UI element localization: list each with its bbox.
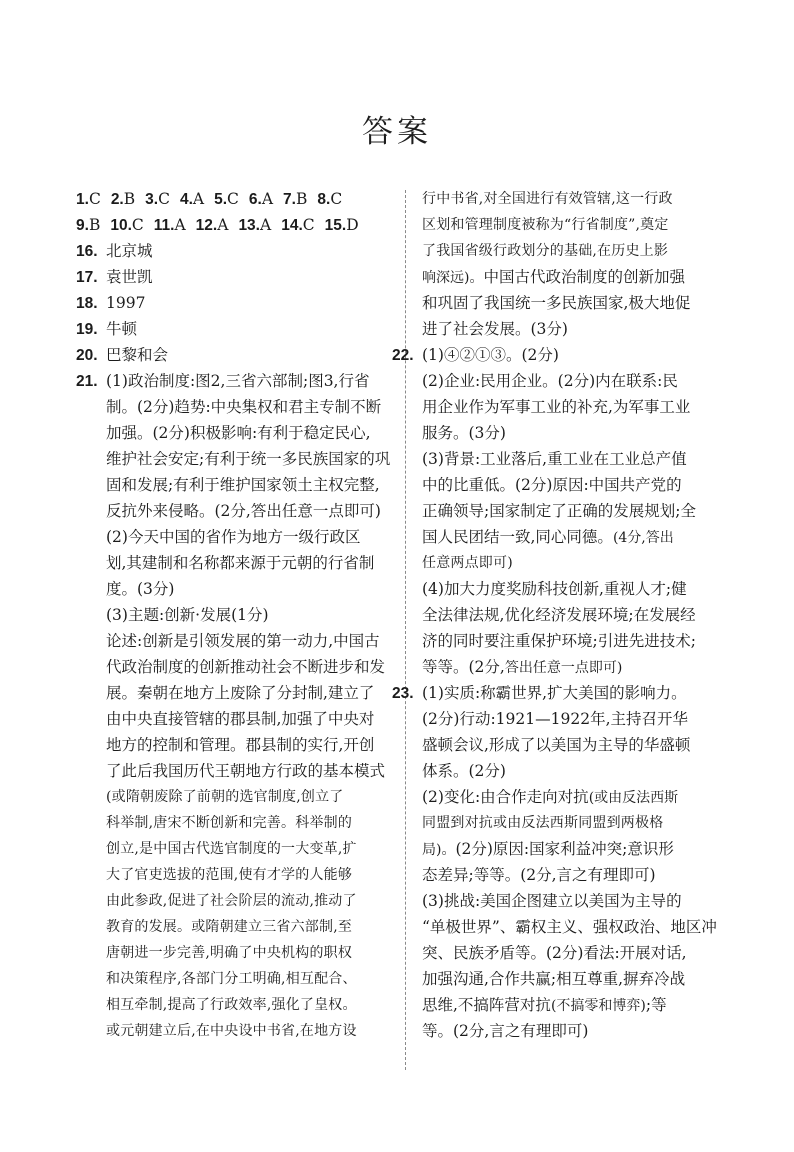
mc-question-number: 5.: [214, 191, 228, 208]
mc-answer-letter: C: [131, 216, 144, 234]
mc-answer: [76, 186, 101, 213]
mc-answer: [110, 212, 143, 239]
mc-answer: [214, 186, 239, 213]
q21-number: 21.: [76, 373, 98, 390]
q21-line: 由此参政,促进了社会阶层的流动,推动了: [106, 893, 357, 909]
mc-answer: [196, 212, 229, 239]
mc-question-number: 8.: [317, 191, 331, 208]
answer-text: 1997: [106, 294, 146, 312]
q21-line: 代政治制度的创新推动社会不断进步和发: [106, 658, 386, 676]
q22-line: 济的同时要注重保护环境;引进先进技术;: [422, 632, 696, 650]
q23-line: 突、民族矛盾等。(2分)看法:开展对话,: [422, 944, 687, 962]
mc-question-number: 2.: [110, 191, 124, 208]
q23-first-line: 23. (1)实质:称霸世界,扩大美国的影响力。: [392, 680, 732, 706]
q21-tail-line: 和巩固了我国统一多民族国家,极大地促: [422, 294, 691, 312]
q23-line: 同盟到对抗或由反法西斯同盟到两极格: [422, 815, 664, 831]
q21-line: 大了官吏选拔的范围,使有才学的人能够: [106, 867, 353, 883]
mc-answer-letter: A: [174, 216, 186, 234]
q22-line: 正确领导;国家制定了正确的发展规划;全: [422, 502, 696, 520]
left-column: [76, 186, 394, 1044]
mc-question-number: 12.: [195, 217, 218, 234]
mc-answer: [238, 212, 271, 239]
question-number: 16.: [76, 243, 98, 260]
q22-line: 等等。(2分,答出任意一点即可): [422, 658, 623, 676]
mc-answer: [111, 186, 135, 213]
q23-line: 盛顿会议,形成了以美国为主导的华盛顿: [422, 736, 691, 754]
q21-tail-line: 响深远)。中国古代政治制度的创新加强: [422, 268, 685, 286]
mc-question-number: 6.: [248, 191, 262, 208]
q21-line: 划,其建制和名称都来源于元朝的行省制: [106, 554, 375, 572]
q21-line: 论述:创新是引领发展的第一动力,中国古: [106, 632, 380, 650]
mc-answer-letter: B: [123, 190, 136, 208]
right-column: [392, 186, 732, 1044]
mc-answers-row-2: [76, 212, 394, 238]
fill-answer: [76, 264, 394, 290]
q23-line: 局)。(2分)原因:国家利益冲突;意识形: [422, 840, 674, 858]
q22-line: 国人民团结一致,同心同德。(4分,答出: [422, 528, 674, 546]
mc-answer-letter: C: [330, 190, 343, 208]
fill-answer: [76, 290, 394, 316]
mc-answer: [154, 212, 186, 239]
q21-line: 由中央直接管辖的郡县制,加强了中央对: [106, 710, 375, 728]
mc-answer: [283, 186, 307, 213]
q23-number: 23.: [392, 685, 414, 702]
question-number: 17.: [76, 269, 98, 286]
question-number: 19.: [76, 321, 98, 338]
q22-line: 中的比重低。(2分)原因:中国共产党的: [422, 476, 682, 494]
q22-line: 用企业作为军事工业的补充,为军事工业: [422, 398, 691, 416]
mc-question-number: 13.: [238, 217, 260, 234]
q22-number: 22.: [392, 347, 414, 364]
mc-question-number: 1.: [76, 191, 89, 208]
question-number: 20.: [76, 347, 98, 364]
mc-answer: [180, 186, 204, 213]
mc-answer-letter: D: [346, 216, 359, 234]
mc-question-number: 10.: [110, 217, 132, 234]
q22-first-line: 22. (1)④②①③。(2分): [392, 342, 732, 368]
mc-answer-letter: A: [217, 216, 229, 234]
mc-answer: [317, 186, 342, 213]
q23-line: (2)变化:由合作走向对抗(或由反法西斯: [422, 788, 679, 806]
q21-line: 制。(2分)趋势:中央集权和君主专制不断: [106, 398, 382, 416]
mc-answer-letter: C: [158, 190, 170, 208]
fill-answer: [76, 316, 394, 342]
q21-line: 科举制,唐宋不断创新和完善。科举制的: [106, 815, 353, 831]
mc-question-number: 14.: [281, 217, 303, 234]
q22-line: 全法律法规,优化经济发展环境;在发展经: [422, 606, 696, 624]
mc-question-number: 9.: [76, 217, 89, 234]
q21-line: 了此后我国历代王朝地方行政的基本模式: [106, 762, 386, 780]
q21-line: (3)主题:创新·发展(1分): [106, 606, 269, 624]
mc-answer: [325, 212, 359, 239]
q21-line: 维护社会安定;有利于统一多民族国家的巩: [106, 450, 391, 468]
q21-first-line: 21. (1)政治制度:图2,三省六部制;图3,行省: [76, 368, 394, 394]
q22-line: 服务。(3分): [422, 424, 506, 442]
mc-answer: [145, 186, 170, 213]
fill-answer: [76, 342, 394, 368]
q23-line: 态差异;等等。(2分,言之有理即可): [422, 866, 656, 884]
mc-answer: [281, 212, 314, 239]
q23-line: (2分)行动:1921—1922年,主持召开华: [422, 710, 688, 728]
q23-line: 思维,不搞阵营对抗(不搞零和博弈);等: [422, 996, 667, 1014]
answer-text: 牛顿: [106, 320, 138, 338]
mc-answer-letter: C: [227, 190, 239, 208]
q21-line: (2)今天中国的省作为地方一级行政区: [106, 528, 361, 546]
q21-line: 和决策程序,各部门分工明确,相互配合、: [106, 971, 357, 987]
mc-answer-letter: A: [260, 216, 272, 234]
page-title: 答案: [362, 114, 432, 150]
mc-answer-letter: B: [88, 216, 101, 234]
mc-answers-row-1: [76, 186, 394, 212]
q22-line: (2)企业:民用企业。(2分)内在联系:民: [422, 372, 678, 390]
q23-line: “单极世界”、霸权主义、强权政治、地区冲: [422, 918, 717, 936]
mc-answer-letter: C: [88, 190, 101, 208]
q23-line: 加强沟通,合作共赢;相互尊重,摒弃冷战: [422, 970, 686, 988]
q23-line: (3)挑战:美国企图建立以美国为主导的: [422, 892, 682, 910]
q23-line: 等。(2分,言之有理即可): [422, 1022, 589, 1040]
mc-answer: [76, 212, 100, 239]
q21-line: 或元朝建立后,在中央设中书省,在地方设: [106, 1023, 357, 1039]
q23-line: 体系。(2分): [422, 762, 506, 780]
mc-question-number: 15.: [324, 217, 347, 234]
mc-question-number: 4.: [179, 191, 193, 208]
mc-answer-letter: C: [302, 216, 315, 234]
q22-line: (4)加大力度奖励科技创新,重视人才;健: [422, 580, 687, 598]
mc-answer-letter: B: [295, 190, 308, 208]
q21-line: 固和发展;有利于维护国家领土主权完整,: [106, 476, 380, 494]
answer-text: 巴黎和会: [106, 346, 169, 364]
q21-line: 了我国省级行政划分的基础,在历史上影: [422, 243, 669, 259]
column-divider: [405, 190, 406, 1070]
q21-line: 相互牵制,提高了行政效率,强化了皇权。: [106, 997, 357, 1013]
q21-line: 加强。(2分)积极影响:有利于稳定民心,: [106, 424, 371, 442]
q21-line: 唐朝进一步完善,明确了中央机构的职权: [106, 945, 353, 961]
q21-line: 度。(3分): [106, 580, 175, 598]
fill-answer: [76, 238, 394, 264]
q21-tail-line: 进了社会发展。(3分): [422, 320, 568, 338]
q21-line: 教育的发展。或隋朝建立三省六部制,至: [106, 919, 353, 935]
q21-line: 反抗外来侵略。(2分,答出任意一点即可): [106, 502, 381, 520]
q21-line: 地方的控制和管理。郡县制的实行,开创: [106, 736, 375, 754]
q22-line: 任意两点即可): [422, 555, 513, 571]
mc-question-number: 11.: [153, 217, 175, 234]
q21-line: 创立,是中国古代选官制度的一大变革,扩: [106, 841, 357, 857]
mc-answer: [249, 186, 273, 213]
mc-answer-letter: A: [261, 190, 274, 208]
q21-line: 区划和管理制度被称为“行省制度”,奠定: [422, 217, 669, 233]
mc-question-number: 7.: [283, 191, 296, 208]
mc-answer-letter: A: [192, 190, 205, 208]
answer-text: 袁世凯: [106, 268, 153, 286]
mc-question-number: 3.: [145, 191, 159, 208]
q21-line: 展。秦朝在地方上废除了分封制,建立了: [106, 684, 375, 702]
q21-line: (或隋朝废除了前朝的选官制度,创立了: [106, 789, 344, 805]
q22-line: (3)背景:工业落后,重工业在工业总产值: [422, 450, 687, 468]
answer-text: 北京城: [106, 242, 153, 260]
question-number: 18.: [76, 295, 98, 312]
q21-line: 行中书省,对全国进行有效管辖,这一行政: [422, 191, 673, 207]
